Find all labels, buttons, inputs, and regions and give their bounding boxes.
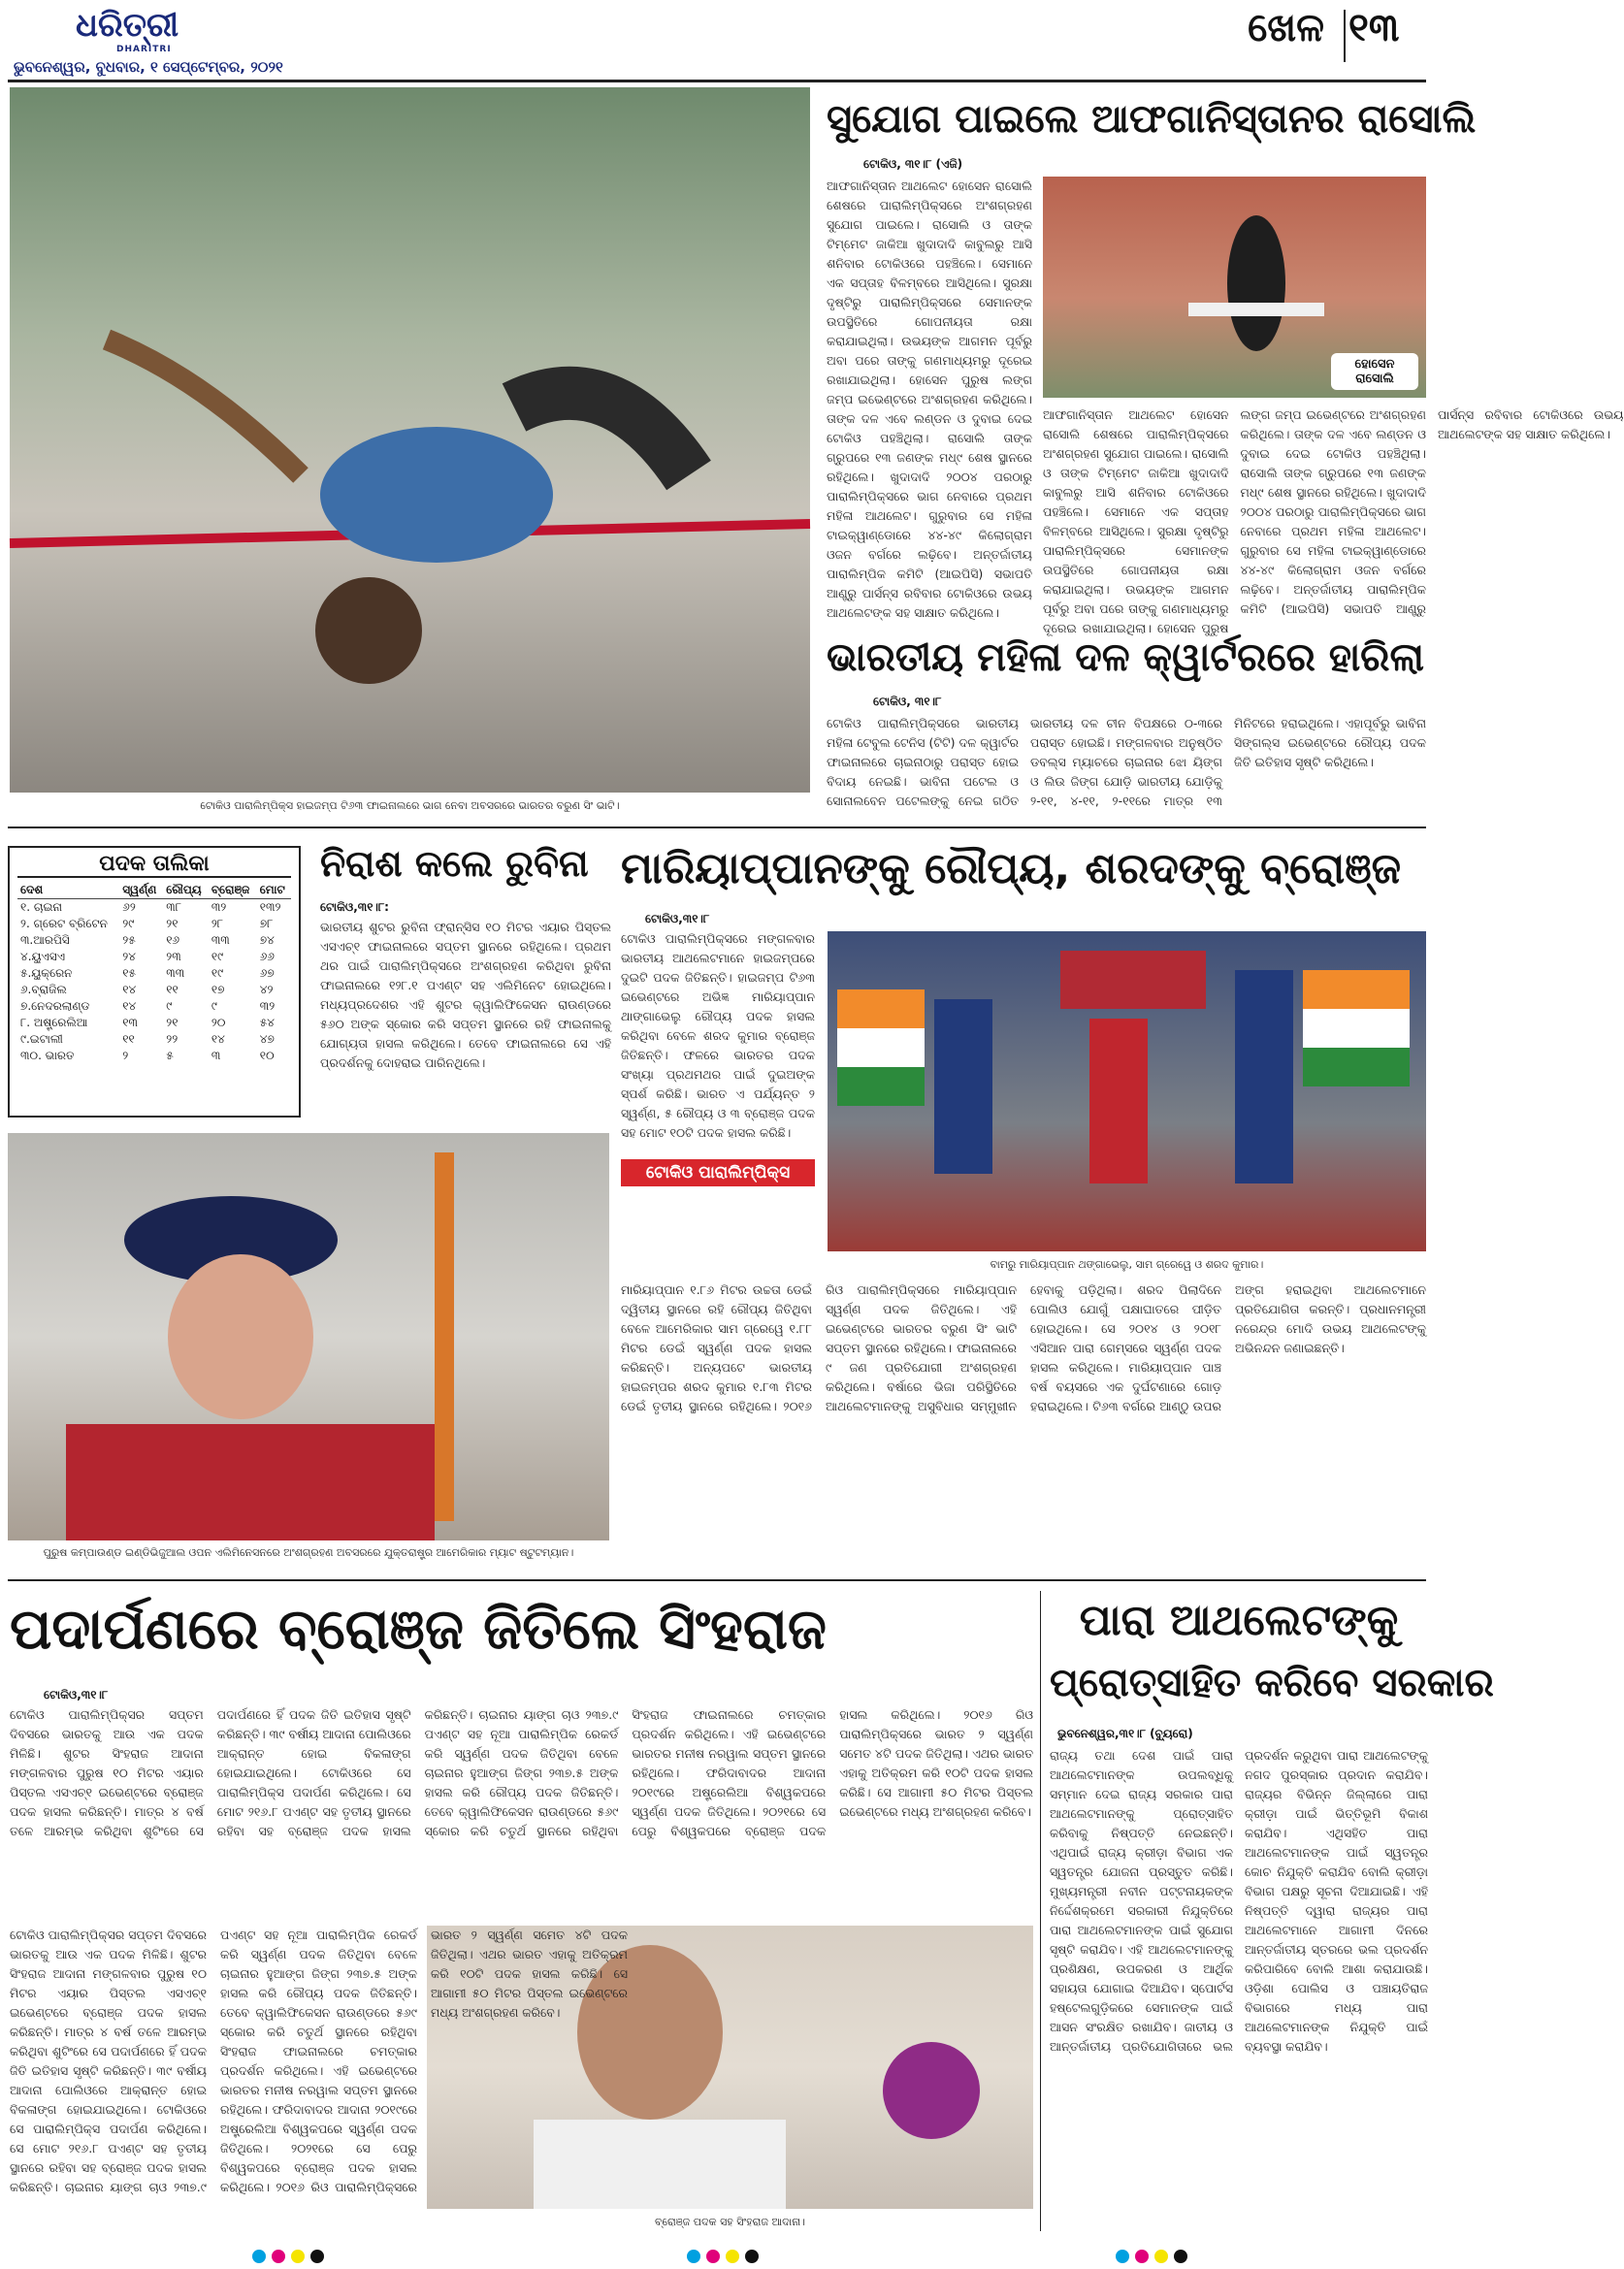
medal-cell: ୧୬ — [166, 933, 180, 947]
page-number: ୧୩ — [1348, 6, 1400, 50]
medal-col-header: ଦେଶ — [17, 882, 119, 899]
medal-cell: ୨୮ — [211, 917, 224, 930]
medal-cell: ୧୧ — [166, 983, 179, 996]
medal-cell: ୩୨ — [211, 900, 227, 914]
medal-cell: ୬୬ — [259, 950, 275, 963]
medal-cell: ୧୯ — [211, 950, 224, 963]
dateline-mariyappan: ଟୋକିଓ,୩୧।୮ — [645, 912, 710, 925]
highjump-illustration — [10, 87, 810, 793]
medal-table — [17, 882, 291, 1064]
dateline-singhraj: ଟୋକିଓ,୩୧।୮ — [44, 1688, 109, 1702]
dateline-govt: ଭୁବନେଶ୍ୱର,୩୧।୮ (ବ୍ୟୁରୋ) — [1057, 1727, 1193, 1740]
archer-illustration — [8, 1133, 609, 1540]
medal-table-box — [8, 846, 301, 1118]
medal-cell: ୨୧ — [166, 1016, 179, 1029]
medal-cell: ୩୮ — [166, 900, 181, 914]
body-singhraj-left: ଟୋକିଓ ପାରାଲିମ୍ପିକ୍ସର ସପ୍ତମ ଦିବସରେ ଭାରତକୁ ଆଉ ଏକ ପଦକ ମିଳିଛି। ଶୁଟର ସିଂହରାଜ ଆଦାନା ମଙ୍ଗଳବାର ପୁରୁଷ ୧୦ ମିଟର ଏୟାର ପିସ୍ତଲ ଏସଏଚ୍‌୧ ଇଭେଣ୍ଟରେ ବ୍ରୋଞ୍ଜ ପଦକ ହାସଲ କରିଛନ୍ତି। ମାତ୍ର ୪ ବର୍ଷ ତଳେ ଆରମ୍ଭ କରିଥିବା ଶୁଟିଂରେ ସେ ପଦାର୍ପଣରେ ହିଁ ପଦକ ଜିତି ଇତିହାସ ସୃଷ୍ଟି କରିଛନ୍ତି। ୩୯ ବର୍ଷୀୟ ଆଦାନା ପୋଲିଓରେ ଆକ୍ରାନ୍ତ ହୋଇ ବିକଳାଙ୍ଗ ହୋଇଯାଇଥିଲେ। ଟୋକିଓରେ ସେ ପାରାଲିମ୍ପିକ୍ସ ପଦାର୍ପଣ କରିଥିଲେ। ସେ ମୋଟ ୨୧୬.୮ ପଏଣ୍ଟ ସହ ତୃତୀୟ ସ୍ଥାନରେ ରହିବା ସହ ବ୍ରୋଞ୍ଜ ପଦକ ହାସଲ କରିଛନ୍ତି। ଚାଇନାର ୟାଙ୍ଗ ଚାଓ ୨୩୭.୯ ପଏଣ୍ଟ ସହ ନୂଆ ପାରାଲିମ୍ପିକ ରେକର୍ଡ କରି ସ୍ୱର୍ଣ୍ଣ ପଦକ ଜିତିଥିବା ବେଳେ ଚାଇନାର ହୁଆଙ୍ଗ ଜିଙ୍ଗ ୨୩୭.୫ ଅଙ୍କ ହାସଲ କରି ରୌପ୍ୟ ପଦକ ଜିତିଛନ୍ତି। ତେବେ କ୍ୱାଲିଫିକେସନ ରାଉଣ୍ଡରେ ୫୬୯ ସ୍କୋର କରି ଚତୁର୍ଥ ସ୍ଥାନରେ ରହିଥିବା ସିଂହରାଜ ଫାଇନାଲରେ ଚମତ୍କାର ପ୍ରଦର୍ଶନ କରିଥିଲେ। ଏହି ଇଭେଣ୍ଟରେ ଭାରତର ମନୀଷ ନରୱାଲ ସପ୍ତମ ସ୍ଥାନରେ ରହିଥିଲେ। ଫରିଦାବାଦର ଆଦାନା ୨୦୧୯ରେ ଅଷ୍ଟ୍ରେଲିଆ ବିଶ୍ୱକପରେ ସ୍ୱର୍ଣ୍ଣ ପଦକ ଜିତିଥିଲେ। ୨୦୨୧ରେ ସେ ପେରୁ ବିଶ୍ୱକପରେ ବ୍ରୋଞ୍ଜ ପଦକ ହାସଲ କରିଥିଲେ। ୨୦୧୬ ରିଓ ପାରାଲିମ୍ପିକ୍ସରେ — [10, 1928, 417, 2194]
masthead-rule — [8, 80, 1426, 82]
headline-govt-1: ପାରା ଆଥଲେଟଙ୍କୁ — [1079, 1596, 1399, 1645]
medal-cell: ୨୨ — [166, 1032, 179, 1046]
medal-cell: ୭୮ — [259, 917, 274, 930]
medal-cell: ୩୩ — [211, 933, 230, 947]
logo-subtext: DHARITRI — [116, 45, 172, 54]
medal-row — [17, 949, 291, 965]
photo-archer-caption: ପୁରୁଷ କମ୍ପାଉଣ୍ଡ ଇଣ୍ଡିଭିଜୁଆଲ ଓପନ ଏଲିମିନେସନରେ ଅଂଶଗ୍ରହଣ ଅବସରରେ ଯୁକ୍ତରାଷ୍ଟ୍ର ଆମେରିକାର ମ୍ୟାଟ ଷ୍ଟୁଟମ୍ୟାନ। — [43, 1546, 574, 1559]
medal-cell: ୬.ବ୍ରାଜିଲ — [20, 983, 67, 996]
dateline-rubina: ଟୋକିଓ,୩୧।୮: — [320, 900, 389, 914]
section-title: ଖେଳ — [1248, 6, 1324, 50]
headline-govt-2: ପ୍ରୋତ୍ସାହିତ କରିବେ ସରକାର — [1050, 1661, 1494, 1705]
rasoli-inset-label: ହୋସେନ ରାସୋଲି — [1331, 353, 1418, 390]
photo-highjump-caption: ଟୋକିଓ ପାରାଲିମ୍ପିକ୍ସ ହାଇଜମ୍ପ ଟି୬୩ ଫାଇନାଲରେ ଭାଗ ନେବା ଅବସରରେ ଭାରତର ବରୁଣ ସିଂ ଭାଟି। — [200, 799, 620, 812]
registration-marks-right — [1116, 2249, 1193, 2267]
medal-cell: ୩ — [211, 1049, 221, 1062]
masthead — [0, 0, 1433, 81]
medal-cell: ୭.ନେଦରଲାଣ୍ଡ — [20, 999, 90, 1013]
medal-col-header: ରୌପ୍ୟ — [163, 882, 209, 899]
medal-col-header: ମୋଟ — [257, 882, 291, 899]
photo-mariyappan — [828, 931, 1426, 1251]
registration-marks-center — [687, 2249, 764, 2267]
medal-cell: ୫.ୟୁକ୍ରେନ — [20, 966, 73, 980]
medal-cell: ୬୭ — [259, 966, 275, 980]
body-govt: ରାଜ୍ୟ ତଥା ଦେଶ ପାଇଁ ପାରା ଆଥଲେଟମାନଙ୍କ ଉପଲବ୍ଧିକୁ ସମ୍ମାନ ଦେଇ ରାଜ୍ୟ ସରକାର ପାରା ଆଥଲେଟମାନଙ୍କୁ ପ୍ରୋତ୍ସାହିତ କରିବାକୁ ନିଷ୍ପତ୍ତି ନେଇଛନ୍ତି। ଏଥିପାଇଁ ରାଜ୍ୟ କ୍ରୀଡ଼ା ବିଭାଗ ଏକ ସ୍ୱତନ୍ତ୍ର ଯୋଜନା ପ୍ରସ୍ତୁତ କରିଛି। ମୁଖ୍ୟମନ୍ତ୍ରୀ ନବୀନ ପଟ୍ଟନାୟକଙ୍କ ନିର୍ଦ୍ଦେଶକ୍ରମେ ସରକାରୀ ନିଯୁକ୍ତିରେ ପାରା ଆଥଲେଟମାନଙ୍କ ପାଇଁ ସୁଯୋଗ ସୃଷ୍ଟି କରାଯିବ। ଏହି ଆଥଲେଟମାନଙ୍କୁ ପ୍ରଶିକ୍ଷଣ, ଉପକରଣ ଓ ଆର୍ଥିକ ସହାୟତା ଯୋଗାଇ ଦିଆଯିବ। ସ୍ପୋର୍ଟସ ହଷ୍ଟେଲଗୁଡ଼ିକରେ ସେମାନଙ୍କ ପାଇଁ ଆସନ ସଂରକ୍ଷିତ ରଖାଯିବ। ଜାତୀୟ ଓ ଆନ୍ତର୍ଜାତୀୟ ପ୍ରତିଯୋଗିତାରେ ଭଲ ପ୍ରଦର୍ଶନ କରୁଥିବା ପାରା ଆଥଲେଟଙ୍କୁ ନଗଦ ପୁରସ୍କାର ପ୍ରଦାନ କରାଯିବ। ରାଜ୍ୟର ବିଭିନ୍ନ ଜିଲ୍ଲାରେ ପାରା କ୍ରୀଡ଼ା ପାଇଁ ଭିତ୍ତିଭୂମି ବିକାଶ କରାଯିବ। ଏଥିସହିତ ପାରା ଆଥଲେଟମାନଙ୍କ ପାଇଁ ସ୍ୱତନ୍ତ୍ର କୋଚ ନିଯୁକ୍ତି କରାଯିବ ବୋଲି କ୍ରୀଡ଼ା ବିଭାଗ ପକ୍ଷରୁ ସୂଚନା ଦିଆଯାଇଛି। ଏହି ନିଷ୍ପତ୍ତି ଦ୍ୱାରା ରାଜ୍ୟର ପାରା ଆଥଲେଟମାନେ ଆଗାମୀ ଦିନରେ ଆନ୍ତର୍ଜାତୀୟ ସ୍ତରରେ ଭଲ ପ୍ରଦର୍ଶନ କରିପାରିବେ ବୋଲି ଆଶା କରାଯାଉଛି। ଓଡ଼ିଶା ପୋଲିସ ଓ ପଞ୍ଚାୟତିରାଜ ବିଭାଗରେ ମଧ୍ୟ ପାରା ଆଥଲେଟମାନଙ୍କ ନିଯୁକ୍ତି ପାଇଁ ବ୍ୟବସ୍ଥା କରାଯିବ। — [1050, 1748, 1428, 2054]
medal-table-title: ପଦକ ତାଲିକା — [17, 852, 291, 878]
body-mariyappan-top: ଟୋକିଓ ପାରାଲିମ୍ପିକ୍ସରେ ମଙ୍ଗଳବାର ଭାରତୀୟ ଆଥଲେଟମାନେ ହାଇଜମ୍ପରେ ଦୁଇଟି ପଦକ ଜିତିଛନ୍ତି। ହାଇଜମ୍ପ ଟି୬୩ ଇଭେଣ୍ଟରେ ଅଭିଜ୍ଞ ମାରିୟାପ୍ପାନ ଥାଙ୍ଗାଭେଲୁ ରୌପ୍ୟ ପଦକ ହାସଲ କରିଥିବା ବେଳେ ଶରଦ କୁମାର ବ୍ରୋଞ୍ଜ ଜିତିଛନ୍ତି। ଫଳରେ ଭାରତର ପଦକ ସଂଖ୍ୟା ପ୍ରଥମଥର ପାଇଁ ଦୁଇଅଙ୍କ ସ୍ପର୍ଶ କରିଛି। ଭାରତ ଏ ପର୍ଯ୍ୟନ୍ତ ୨ ସ୍ୱର୍ଣ୍ଣ, ୫ ରୌପ୍ୟ ଓ ୩ ବ୍ରୋଞ୍ଜ ପଦକ ସହ ମୋଟ ୧୦ଟି ପଦକ ହାସଲ କରିଛି। — [621, 931, 815, 1140]
medal-cell: ୯ — [211, 999, 217, 1013]
headline-rubina: ନିରାଶ କଲେ ରୁବିନା — [320, 842, 589, 885]
photo-singhraj-caption: ବ୍ରୋଞ୍ଜ ପଦକ ସହ ସିଂହରାଜ ଆଦାନା। — [655, 2216, 805, 2228]
medal-row — [17, 899, 291, 917]
medal-cell: ୨. ଗ୍ରେଟ ବ୍ରିଟେନ — [20, 917, 108, 930]
body-mariyappan-bottom: ମାରିୟାପ୍ପାନ ୧.୮୬ ମିଟର ଉଚ୍ଚତା ଡେଇଁ ଦ୍ୱିତୀୟ ସ୍ଥାନରେ ରହି ରୌପ୍ୟ ଜିତିଥିବା ବେଳେ ଆମେରିକାର ସାମ ଗ୍ରେୱେ ୧.୮୮ ମିଟର ଡେଇଁ ସ୍ୱର୍ଣ୍ଣ ପଦକ ହାସଲ କରିଛନ୍ତି। ଅନ୍ୟପଟେ ଭାରତୀୟ ହାଇଜମ୍ପର ଶରଦ କୁମାର ୧.୮୩ ମିଟର ଡେଇଁ ତୃତୀୟ ସ୍ଥାନରେ ରହିଥିଲେ। ୨୦୧୬ ରିଓ ପାରାଲିମ୍ପିକ୍ସରେ ମାରିୟାପ୍ପାନ ସ୍ୱର୍ଣ୍ଣ ପଦକ ଜିତିଥିଲେ। ଏହି ଇଭେଣ୍ଟରେ ଭାରତର ବରୁଣ ସିଂ ଭାଟି ସପ୍ତମ ସ୍ଥାନରେ ରହିଥିଲେ। ଫାଇନାଲରେ ୯ ଜଣ ପ୍ରତିଯୋଗୀ ଅଂଶଗ୍ରହଣ କରିଥିଲେ। ବର୍ଷାରେ ଭିଜା ପରିସ୍ଥିତିରେ ଆଥଲେଟମାନଙ୍କୁ ଅସୁବିଧାର ସମ୍ମୁଖୀନ ହେବାକୁ ପଡ଼ିଥିଲା। ଶରଦ ପିଲାଦିନେ ପୋଲିଓ ଯୋଗୁଁ ପକ୍ଷାଘାତରେ ପୀଡ଼ିତ ହୋଇଥିଲେ। ସେ ୨୦୧୪ ଓ ୨୦୧୮ ଏସିଆନ ପାରା ଗେମ୍ସରେ ସ୍ୱର୍ଣ୍ଣ ପଦକ ହାସଲ କରିଥିଲେ। ମାରିୟାପ୍ପାନ ପାଞ୍ଚ ବର୍ଷ ବୟସରେ ଏକ ଦୁର୍ଘଟଣାରେ ଗୋଡ଼ ହରାଇଥିଲେ। ଟି୬୩ ବର୍ଗରେ ଆଣ୍ଠୁ ଉପର ଅଙ୍ଗ ହରାଇଥିବା ଆଥଲେଟମାନେ ପ୍ରତିଯୋଗିତା କରନ୍ତି। ପ୍ରଧାନମନ୍ତ୍ରୀ ନରେନ୍ଦ୍ର ମୋଦି ଉଭୟ ଆଥଲେଟଙ୍କୁ ଅଭିନନ୍ଦନ ଜଣାଇଛନ୍ତି। — [621, 1282, 1426, 1413]
photo-rasoli — [1043, 177, 1426, 398]
medal-cell: ୨୪ — [122, 950, 136, 963]
medal-cell: ୧୪ — [211, 1032, 225, 1046]
medal-cell: ୧୩୨ — [259, 900, 281, 914]
photo-highjump — [10, 87, 810, 793]
dateline-rasoli: ଟୋକିଓ, ୩୧।୮ (ଏଜି) — [863, 157, 963, 171]
logo-text: ଧରିତ୍ରୀ — [76, 6, 179, 45]
medal-cell: ୪.ୟୁଏସଏ — [20, 950, 66, 963]
medal-col-header: ବ୍ରୋଞ୍ଜ — [209, 882, 257, 899]
medal-cell: ୪୨ — [259, 983, 274, 996]
medal-cell: ୧୧ — [122, 1032, 135, 1046]
medal-cell: ୨୦ — [211, 1016, 226, 1029]
medal-row — [17, 932, 291, 949]
section-rule-1 — [8, 827, 1426, 828]
medal-cell: ୭୪ — [259, 933, 275, 947]
registration-marks-left — [252, 2249, 330, 2267]
medal-cell: ୩୦. ଭାରତ — [20, 1049, 75, 1062]
medal-cell: ୨୫ — [122, 933, 136, 947]
headline-rasoli: ସୁଯୋଗ ପାଇଲେ ଆଫଗାନିସ୍ତାନର ରାସୋଲି — [827, 97, 1477, 142]
body-singhraj: ଟୋକିଓ ପାରାଲିମ୍ପିକ୍ସର ସପ୍ତମ ଦିବସରେ ଭାରତକୁ ଆଉ ଏକ ପଦକ ମିଳିଛି। ଶୁଟର ସିଂହରାଜ ଆଦାନା ମଙ୍ଗଳବାର ପୁରୁଷ ୧୦ ମିଟର ଏୟାର ପିସ୍ତଲ ଏସଏଚ୍‌୧ ଇଭେଣ୍ଟରେ ବ୍ରୋଞ୍ଜ ପଦକ ହାସଲ କରିଛନ୍ତି। ମାତ୍ର ୪ ବର୍ଷ ତଳେ ଆରମ୍ଭ କରିଥିବା ଶୁଟିଂରେ ସେ ପଦାର୍ପଣରେ ହିଁ ପଦକ ଜିତି ଇତିହାସ ସୃଷ୍ଟି କରିଛନ୍ତି। ୩୯ ବର୍ଷୀୟ ଆଦାନା ପୋଲିଓରେ ଆକ୍ରାନ୍ତ ହୋଇ ବିକଳାଙ୍ଗ ହୋଇଯାଇଥିଲେ। ଟୋକିଓରେ ସେ ପାରାଲିମ୍ପିକ୍ସ ପଦାର୍ପଣ କରିଥିଲେ। ସେ ମୋଟ ୨୧୬.୮ ପଏଣ୍ଟ ସହ ତୃତୀୟ ସ୍ଥାନରେ ରହିବା ସହ ବ୍ରୋଞ୍ଜ ପଦକ ହାସଲ କରିଛନ୍ତି। ଚାଇନାର ୟାଙ୍ଗ ଚାଓ ୨୩୭.୯ ପଏଣ୍ଟ ସହ ନୂଆ ପାରାଲିମ୍ପିକ ରେକର୍ଡ କରି ସ୍ୱର୍ଣ୍ଣ ପଦକ ଜିତିଥିବା ବେଳେ ଚାଇନାର ହୁଆଙ୍ଗ ଜିଙ୍ଗ ୨୩୭.୫ ଅଙ୍କ ହାସଲ କରି ରୌପ୍ୟ ପଦକ ଜିତିଛନ୍ତି। ତେବେ କ୍ୱାଲିଫିକେସନ ରାଉଣ୍ଡରେ ୫୬୯ ସ୍କୋର କରି ଚତୁର୍ଥ ସ୍ଥାନରେ ରହିଥିବା ସିଂହରାଜ ଫାଇନାଲରେ ଚମତ୍କାର ପ୍ରଦର୍ଶନ କରିଥିଲେ। ଏହି ଇଭେଣ୍ଟରେ ଭାରତର ମନୀଷ ନରୱାଲ ସପ୍ତମ ସ୍ଥାନରେ ରହିଥିଲେ। ଫରିଦାବାଦର ଆଦାନା ୨୦୧୯ରେ ଅଷ୍ଟ୍ରେଲିଆ ବିଶ୍ୱକପରେ ସ୍ୱର୍ଣ୍ଣ ପଦକ ଜିତିଥିଲେ। ୨୦୨୧ରେ ସେ ପେରୁ ବିଶ୍ୱକପରେ ବ୍ରୋଞ୍ଜ ପଦକ ହାସଲ କରିଥିଲେ। ୨୦୧୬ ରିଓ ପାରାଲିମ୍ପିକ୍ସରେ ଭାରତ ୨ ସ୍ୱର୍ଣ୍ଣ ସମେତ ୪ଟି ପଦକ ଜିତିଥିଲା। ଏଥର ଭାରତ ଏହାକୁ ଅତିକ୍ରମ କରି ୧୦ଟି ପଦକ ହାସଲ କରିଛି। ସେ ଆଗାମୀ ୫୦ ମିଟର ପିସ୍ତଲ ଇଭେଣ୍ଟରେ ମଧ୍ୟ ଅଂଶଗ୍ରହଣ କରିବେ। — [10, 1707, 1033, 1838]
section-rule-2 — [8, 1579, 1426, 1581]
medal-row — [17, 982, 291, 998]
govt-divider — [1040, 1591, 1041, 2231]
medal-cell: ୨୩ — [166, 950, 181, 963]
medal-cell: ୧୫ — [122, 966, 137, 980]
body-rubina: ଭାରତୀୟ ଶୁଟର ରୁବିନା ଫ୍ରାନ୍ସିସ ୧୦ ମିଟର ଏୟାର ପିସ୍ତଲ ଏସଏଚ୍‌୧ ଫାଇନାଲରେ ସପ୍ତମ ସ୍ଥାନରେ ରହିଥିଲେ। ପ୍ରଥମ ଥର ପାଇଁ ପାରାଲିମ୍ପିକ୍ସରେ ଅଂଶଗ୍ରହଣ କରିଥିବା ରୁବିନା ଫାଇନାଲରେ ୧୨୮.୧ ପଏଣ୍ଟ ସହ ଏଲିମିନେଟ ହୋଇଥିଲେ। ମଧ୍ୟପ୍ରଦେଶର ଏହି ଶୁଟର କ୍ୱାଲିଫିକେସନ ରାଉଣ୍ଡରେ ୫୬୦ ଅଙ୍କ ସ୍କୋର କରି ସପ୍ତମ ସ୍ଥାନରେ ରହି ଫାଇନାଲକୁ ଯୋଗ୍ୟତା ହାସଲ କରିଥିଲେ। ତେବେ ଫାଇନାଲରେ ସେ ଏହି ପ୍ରଦର୍ଶନକୁ ଦୋହରାଇ ପାରିନଥିଲେ। — [320, 920, 611, 1070]
section-label-tokyo: ଟୋକିଓ ପାରାଲିମ୍ପିକ୍ସ — [621, 1159, 815, 1186]
medal-col-header: ସ୍ୱର୍ଣ୍ଣ — [119, 882, 163, 899]
body-women: ଟୋକିଓ ପାରାଲିମ୍ପିକ୍ସରେ ଭାରତୀୟ ମହିଳା ଟେବୁଲ ଟେନିସ (ଟିଟି) ଦଳ କ୍ୱାର୍ଟର ଫାଇନାଲରେ ଚାଇନାଠାରୁ ପରାସ୍ତ ହୋଇ ବିଦାୟ ନେଇଛି। ଭାବିନା ପଟେଲ ଓ ସୋନାଲବେନ ପଟେଲଙ୍କୁ ନେଇ ଗଠିତ ଭାରତୀୟ ଦଳ ଚୀନ ବିପକ୍ଷରେ ୦-୩ରେ ପରାସ୍ତ ହୋଇଛି। ମଙ୍ଗଳବାର ଅନୁଷ୍ଠିତ ଡବଲ୍ସ ମ୍ୟାଚରେ ଚାଇନାର ଝୋ ୟିଙ୍ଗ ଓ ଲିଉ ଜିଙ୍ଗ ଯୋଡ଼ି ଭାରତୀୟ ଯୋଡ଼ିକୁ ୨-୧୧, ୪-୧୧, ୨-୧୧ରେ ମାତ୍ର ୧୩ ମିନିଟରେ ହରାଇଥିଲେ। ଏହାପୂର୍ବରୁ ଭାବିନା ସିଙ୍ଗଲ୍ସ ଇଭେଣ୍ଟରେ ରୌପ୍ୟ ପଦକ ଜିତି ଇତିହାସ ସୃଷ୍ଟି କରିଥିଲେ। — [827, 716, 1426, 808]
medal-cell: ୨୯ — [122, 917, 135, 930]
headline-women: ଭାରତୀୟ ମହିଳା ଦଳ କ୍ୱାର୍ଟରରେ ହାରିଲା — [827, 635, 1425, 680]
medal-cell: ୧୪ — [122, 983, 137, 996]
medal-cell: ୫୪ — [259, 1016, 275, 1029]
photo-archer — [8, 1133, 609, 1540]
medal-cell: ୯ — [166, 999, 173, 1013]
medal-cell: ୧. ଚାଇନା — [20, 900, 63, 914]
podium-illustration — [828, 931, 1426, 1251]
medal-cell: ୬୨ — [122, 900, 136, 914]
medal-cell: ୩.ଆରପିସି — [20, 933, 70, 947]
medal-cell: ୩୨ — [259, 999, 276, 1013]
photo-mariyappan-caption: ବାମରୁ ମାରିୟାପ୍ପାନ ଥଙ୍ଗାଭେଲୁ, ସାମ ଗ୍ରେୱେ ଓ ଶରଦ କୁମାର। — [990, 1258, 1264, 1271]
logo — [76, 6, 211, 45]
headline-mariyappan: ମାରିୟାପ୍ପାନଙ୍କୁ ରୌପ୍ୟ, ଶରଦଙ୍କୁ ବ୍ରୋଞ୍ଜ — [621, 844, 1402, 893]
body-rasoli: ଆଫଗାନିସ୍ତାନ ଆଥଲେଟ ହୋସେନ ରାସୋଲି ଶେଷରେ ପାରାଲିମ୍ପିକ୍ସରେ ଅଂଶଗ୍ରହଣ ସୁଯୋଗ ପାଇଲେ। ରାସୋଲି ଓ ତାଙ୍କ ଟିମ୍‌ମେଟ ଜାକିଆ ଖୁଦାଦାଦି କାବୁଲରୁ ଆସି ଶନିବାର ଟୋକିଓରେ ପହଞ୍ଚିଲେ। ସେମାନେ ଏକ ସପ୍ତାହ ବିଳମ୍ବରେ ଆସିଥିଲେ। ସୁରକ୍ଷା ଦୃଷ୍ଟିରୁ ପାରାଲିମ୍ପିକ୍ସରେ ସେମାନଙ୍କ ଉପସ୍ଥିତିରେ ଗୋପନୀୟତା ରକ୍ଷା କରାଯାଇଥିଲା। ଉଭୟଙ୍କ ଆଗମନ ପୂର୍ବରୁ ଅବା ପରେ ତାଙ୍କୁ ଗଣମାଧ୍ୟମରୁ ଦୂରେଇ ରଖାଯାଇଥିଲା। ହୋସେନ ପୁରୁଷ ଲଙ୍ଗ ଜମ୍ପ ଇଭେଣ୍ଟରେ ଅଂଶଗ୍ରହଣ କରିଥିଲେ। ତାଙ୍କ ଦଳ ଏବେ ଲଣ୍ଡନ ଓ ଦୁବାଇ ଦେଇ ଟୋକିଓ ପହଞ୍ଚିଥିଲା। ରାସୋଲି ତାଙ୍କ ଗ୍ରୁପରେ ୧୩ ଜଣଙ୍କ ମଧ୍୯ ଶେଷ ସ୍ଥାନରେ ରହିଥିଲେ। ଖୁଦାଦାଦି ୨୦୦୪ ପରଠାରୁ ପାରାଲିମ୍ପିକ୍ସରେ ଭାଗ ନେବାରେ ପ୍ରଥମ ମହିଳା ଆଥଲେଟ। ଗୁରୁବାର ସେ ମହିଳା ଟାଇକ୍ୱାଣ୍ଡୋରେ ୪୪-୪୯ କିଲୋଗ୍ରାମ ଓଜନ ବର୍ଗରେ ଲଢ଼ିବେ। ଅନ୍ତର୍ଜାତୀୟ ପାରାଲିମ୍ପିକ କମିଟି (ଆଇପିସି) ସଭାପତି ଆଣ୍ଡ୍ରୁ ପାର୍ସନ୍ସ ରବିବାର ଟୋକିଓରେ ଉଭୟ ଆଥଲେଟଙ୍କ ସହ ସାକ୍ଷାତ କରିଥିଲେ। — [827, 178, 1032, 620]
medal-row — [17, 916, 291, 932]
medal-row — [17, 965, 291, 982]
medal-cell: ୨୧ — [166, 917, 179, 930]
medal-cell: ୧୯ — [211, 966, 224, 980]
medal-cell: ୨ — [122, 1049, 129, 1062]
medal-cell: ୫ — [166, 1049, 174, 1062]
headline-singhraj: ପଦାର୍ପଣରେ ବ୍ରୋଞ୍ଜ ଜିତିଲେ ସିଂହରାଜ — [10, 1596, 828, 1662]
medal-cell: ୩୩ — [166, 966, 185, 980]
masthead-divider — [1344, 10, 1346, 62]
medal-cell: ୯.ଇଟାଲୀ — [20, 1032, 63, 1046]
issue-dateline: ଭୁବନେଶ୍ୱର, ବୁଧବାର, ୧ ସେପ୍ଟେମ୍ବର, ୨୦୨୧ — [14, 58, 283, 76]
medal-row — [17, 1048, 291, 1064]
dateline-women: ଟୋକିଓ, ୩୧।୮ — [873, 695, 942, 708]
medal-cell: ୧୩ — [122, 1016, 138, 1029]
medal-cell: ୪୭ — [259, 1032, 275, 1046]
medal-cell: ୧୭ — [211, 983, 225, 996]
medal-cell: ୧୪ — [122, 999, 137, 1013]
body-rasoli-cont: ଆଫଗାନିସ୍ତାନ ଆଥଲେଟ ହୋସେନ ରାସୋଲି ଶେଷରେ ପାରାଲିମ୍ପିକ୍ସରେ ଅଂଶଗ୍ରହଣ ସୁଯୋଗ ପାଇଲେ। ରାସୋଲି ଓ ତାଙ୍କ ଟିମ୍‌ମେଟ ଜାକିଆ ଖୁଦାଦାଦି କାବୁଲରୁ ଆସି ଶନିବାର ଟୋକିଓରେ ପହଞ୍ଚିଲେ। ସେମାନେ ଏକ ସପ୍ତାହ ବିଳମ୍ବରେ ଆସିଥିଲେ। ସୁରକ୍ଷା ଦୃଷ୍ଟିରୁ ପାରାଲିମ୍ପିକ୍ସରେ ସେମାନଙ୍କ ଉପସ୍ଥିତିରେ ଗୋପନୀୟତା ରକ୍ଷା କରାଯାଇଥିଲା। ଉଭୟଙ୍କ ଆଗମନ ପୂର୍ବରୁ ଅବା ପରେ ତାଙ୍କୁ ଗଣମାଧ୍ୟମରୁ ଦୂରେଇ ରଖାଯାଇଥିଲା। ହୋସେନ ପୁରୁଷ ଲଙ୍ଗ ଜମ୍ପ ଇଭେଣ୍ଟରେ ଅଂଶଗ୍ରହଣ କରିଥିଲେ। ତାଙ୍କ ଦଳ ଏବେ ଲଣ୍ଡନ ଓ ଦୁବାଇ ଦେଇ ଟୋକିଓ ପହଞ୍ଚିଥିଲା। ରାସୋଲି ତାଙ୍କ ଗ୍ରୁପରେ ୧୩ ଜଣଙ୍କ ମଧ୍୯ ଶେଷ ସ୍ଥାନରେ ରହିଥିଲେ। ଖୁଦାଦାଦି ୨୦୦୪ ପରଠାରୁ ପାରାଲିମ୍ପିକ୍ସରେ ଭାଗ ନେବାରେ ପ୍ରଥମ ମହିଳା ଆଥଲେଟ। ଗୁରୁବାର ସେ ମହିଳା ଟାଇକ୍ୱାଣ୍ଡୋରେ ୪୪-୪୯ କିଲୋଗ୍ରାମ ଓଜନ ବର୍ଗରେ ଲଢ଼ିବେ। ଅନ୍ତର୍ଜାତୀୟ ପାରାଲିମ୍ପିକ କମିଟି (ଆଇପିସି) ସଭାପତି ଆଣ୍ଡ୍ରୁ ପାର୍ସନ୍ସ ରବିବାର ଟୋକିଓରେ ଉଭୟ ଆଥଲେଟଙ୍କ ସହ ସାକ୍ଷାତ କରିଥିଲେ। — [1043, 407, 1624, 635]
medal-cell: ୧୦ — [259, 1049, 275, 1062]
medal-row — [17, 1015, 291, 1031]
medal-cell: ୮. ଅଷ୍ଟ୍ରେଲିଆ — [20, 1016, 88, 1029]
medal-row — [17, 1031, 291, 1048]
medal-row — [17, 998, 291, 1015]
